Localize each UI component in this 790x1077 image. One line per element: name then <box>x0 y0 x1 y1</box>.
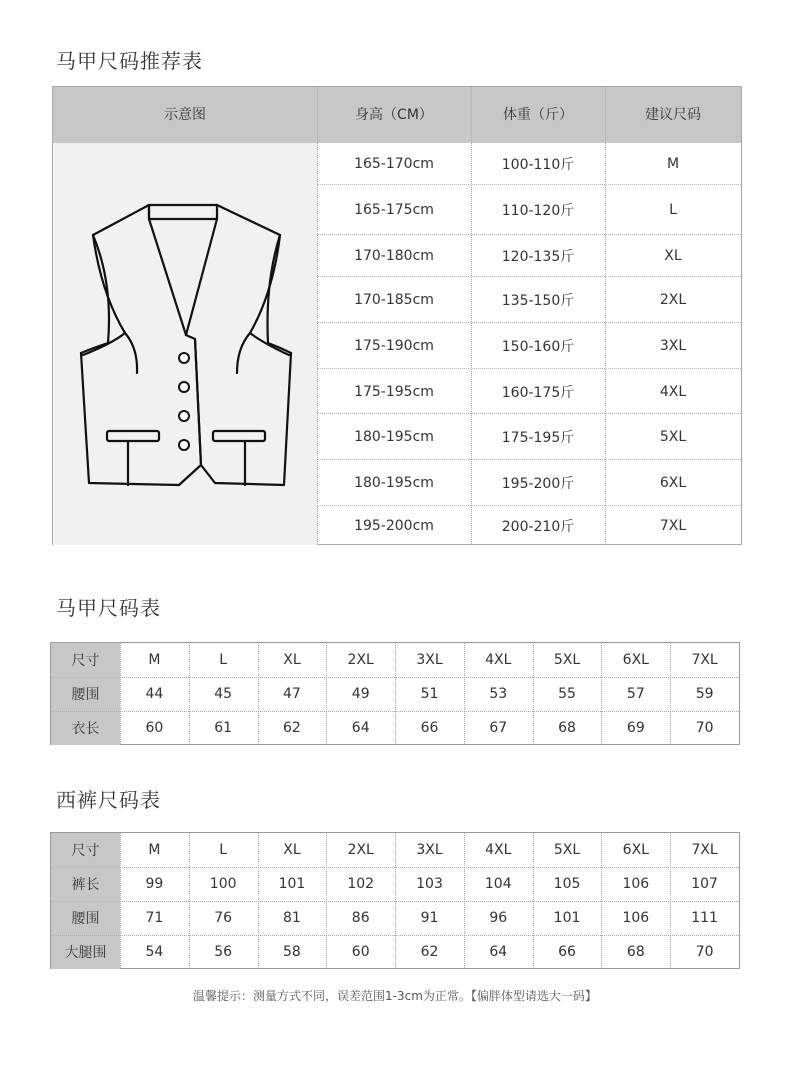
size-cell: 2XL <box>659 292 687 308</box>
col-divider <box>533 643 534 744</box>
header-height: 身高（CM） <box>355 107 433 123</box>
pants-table-cell: 101 <box>278 876 306 892</box>
pants-table-cell: 103 <box>416 876 443 892</box>
col-divider <box>601 643 602 744</box>
vest-table-cell: 64 <box>351 720 370 736</box>
col-divider <box>464 833 465 968</box>
pants-table-cell: 6XL <box>622 842 649 858</box>
height-cell: 165-175cm <box>354 202 434 218</box>
col-divider <box>120 643 121 744</box>
vest-table-cell: 67 <box>489 720 508 736</box>
height-cell: 180-195cm <box>354 475 434 491</box>
vest-table-cell: 51 <box>420 686 439 702</box>
col-divider <box>670 643 671 744</box>
header-weight: 体重（斤） <box>503 107 573 123</box>
height-cell: 170-185cm <box>354 292 434 308</box>
weight-cell: 195-200斤 <box>501 476 575 492</box>
pants-table-cell: 2XL <box>347 842 374 858</box>
vest-table-cell: XL <box>283 652 301 668</box>
size-cell: 6XL <box>659 475 687 491</box>
vest-size-table <box>50 642 740 745</box>
pants-table-cell: 105 <box>553 876 581 892</box>
vest-table-cell: 69 <box>626 720 645 736</box>
rec-table-row <box>317 322 741 369</box>
vest-table-row-label: 腰围 <box>51 677 120 711</box>
pants-table-cell: 60 <box>351 944 370 960</box>
pants-size-table <box>50 832 740 969</box>
pants-table-cell: 62 <box>420 944 439 960</box>
size-cell: XL <box>664 248 682 264</box>
rec-table-row <box>317 234 741 277</box>
pants-table-cell: 107 <box>691 876 718 892</box>
col-divider <box>189 643 190 744</box>
button-icon <box>179 382 189 392</box>
pants-table-cell: 106 <box>622 910 650 926</box>
weight-cell: 150-160斤 <box>501 339 575 355</box>
col-divider <box>258 833 259 968</box>
vest-table-cell: 66 <box>420 720 439 736</box>
pants-table-cell: M <box>148 842 161 858</box>
col-divider <box>326 643 327 744</box>
pants-table-cell: 96 <box>489 910 508 926</box>
rec-table-row <box>317 276 741 323</box>
vest-table-row-label: 尺寸 <box>51 643 120 677</box>
header-diagram: 示意图 <box>164 107 206 123</box>
weight-cell: 160-175斤 <box>501 384 575 401</box>
pants-table-cell: 104 <box>484 876 512 892</box>
pants-table-cell: 99 <box>145 876 164 892</box>
vest-section-title: 马甲尺码表 <box>56 596 161 620</box>
height-cell: 165-170cm <box>354 155 434 172</box>
col-divider <box>601 833 602 968</box>
col-divider <box>326 833 327 968</box>
pants-table-cell: 100 <box>209 876 237 892</box>
pants-section-title: 西裤尺码表 <box>56 788 161 812</box>
pants-table-cell: 4XL <box>485 842 512 858</box>
col-divider <box>670 833 671 968</box>
size-cell: 4XL <box>659 383 687 400</box>
pants-table-cell: 111 <box>691 910 718 926</box>
pants-table-cell: 5XL <box>553 842 581 858</box>
vest-table-cell: 4XL <box>485 652 512 668</box>
height-cell: 180-195cm <box>354 429 434 445</box>
size-cell: L <box>669 202 677 218</box>
pants-table-cell: 7XL <box>691 842 718 858</box>
pants-table-cell: 66 <box>558 944 576 960</box>
vest-table-row-label: 衣长 <box>51 711 120 745</box>
col-divider <box>395 643 396 744</box>
pants-table-cell: 101 <box>553 910 581 926</box>
pants-table-cell: 56 <box>214 944 233 960</box>
pants-table-row-label: 大腿围 <box>51 935 120 969</box>
pants-table-cell: 3XL <box>416 842 443 858</box>
col-divider <box>533 833 534 968</box>
header-size: 建议尺码 <box>645 107 701 123</box>
vest-table-cell: 70 <box>695 720 714 736</box>
pants-table-cell: XL <box>283 842 301 858</box>
weight-cell: 120-135斤 <box>501 249 575 265</box>
vest-table-cell: 68 <box>558 720 576 736</box>
height-cell: 170-180cm <box>354 248 434 264</box>
vest-table-cell: 45 <box>214 686 233 702</box>
weight-cell: 100-110斤 <box>501 156 575 173</box>
col-divider <box>120 833 121 968</box>
vest-table-cell: 61 <box>214 720 233 736</box>
pants-table-cell: 91 <box>420 910 439 926</box>
vest-table-cell: 2XL <box>347 652 374 668</box>
rec-table-row <box>317 413 741 460</box>
rec-table-row <box>317 505 741 546</box>
tip-note: 温馨提示：测量方式不同，误差范围1-3cm为正常。【偏胖体型请选大一码】 <box>193 989 597 1003</box>
pants-table-cell: 102 <box>347 876 375 892</box>
height-cell: 175-190cm <box>354 338 434 354</box>
button-icon <box>179 411 189 421</box>
vest-table-cell: 47 <box>283 686 301 702</box>
pants-table-cell: 81 <box>283 910 301 926</box>
pants-table-row-label: 腰围 <box>51 901 120 935</box>
size-recommendation-table <box>52 86 742 545</box>
vest-table-cell: 5XL <box>553 652 581 668</box>
rec-table-header <box>53 87 741 143</box>
vest-table-cell: M <box>148 652 161 668</box>
vest-table-cell: 59 <box>695 686 714 702</box>
height-cell: 175-195cm <box>354 383 434 400</box>
vest-table-cell: 3XL <box>416 652 443 668</box>
vest-table-cell: 60 <box>145 720 164 736</box>
col-divider <box>258 643 259 744</box>
pants-table-row-label: 尺寸 <box>51 833 120 867</box>
vest-table-cell: 57 <box>626 686 645 702</box>
weight-cell: 175-195斤 <box>501 430 575 446</box>
pants-table-cell: 106 <box>622 876 650 892</box>
vest-table-cell: 6XL <box>622 652 649 668</box>
rec-table-row <box>317 368 741 414</box>
rec-table-row <box>317 143 741 184</box>
col-divider <box>464 643 465 744</box>
vest-table-cell: 53 <box>489 686 508 702</box>
col-divider <box>395 833 396 968</box>
pants-table-cell: 58 <box>283 944 301 960</box>
button-icon <box>179 353 189 363</box>
pants-table-cell: 76 <box>214 910 233 926</box>
pants-table-cell: 64 <box>489 944 508 960</box>
vest-table-cell: 44 <box>145 686 164 702</box>
vest-table-cell: 55 <box>558 686 576 702</box>
size-cell: 3XL <box>659 338 687 354</box>
vest-table-cell: 49 <box>351 686 370 702</box>
pants-table-cell: 86 <box>351 910 370 926</box>
rec-section-title: 马甲尺码推荐表 <box>56 49 203 73</box>
pants-table-cell: 71 <box>145 910 164 926</box>
pants-table-cell: 70 <box>695 944 714 960</box>
vest-illustration-cell <box>53 143 317 545</box>
pants-table-cell: 54 <box>145 944 164 960</box>
rec-table-row <box>317 184 741 235</box>
size-cell: 7XL <box>659 518 687 534</box>
weight-cell: 110-120斤 <box>501 203 575 219</box>
size-cell: M <box>666 155 680 172</box>
vest-icon <box>53 143 317 545</box>
pants-table-cell: 68 <box>626 944 645 960</box>
col-divider <box>189 833 190 968</box>
vest-table-cell: L <box>219 652 228 668</box>
height-cell: 195-200cm <box>354 518 434 534</box>
button-icon <box>179 440 189 450</box>
vest-table-cell: 62 <box>283 720 301 736</box>
rec-table-row <box>317 459 741 506</box>
vest-table-cell: 7XL <box>691 652 718 668</box>
size-cell: 5XL <box>659 429 687 445</box>
weight-cell: 200-210斤 <box>501 519 575 535</box>
pants-table-cell: L <box>219 842 228 858</box>
pants-table-row-label: 裤长 <box>51 867 120 901</box>
weight-cell: 135-150斤 <box>501 293 575 309</box>
